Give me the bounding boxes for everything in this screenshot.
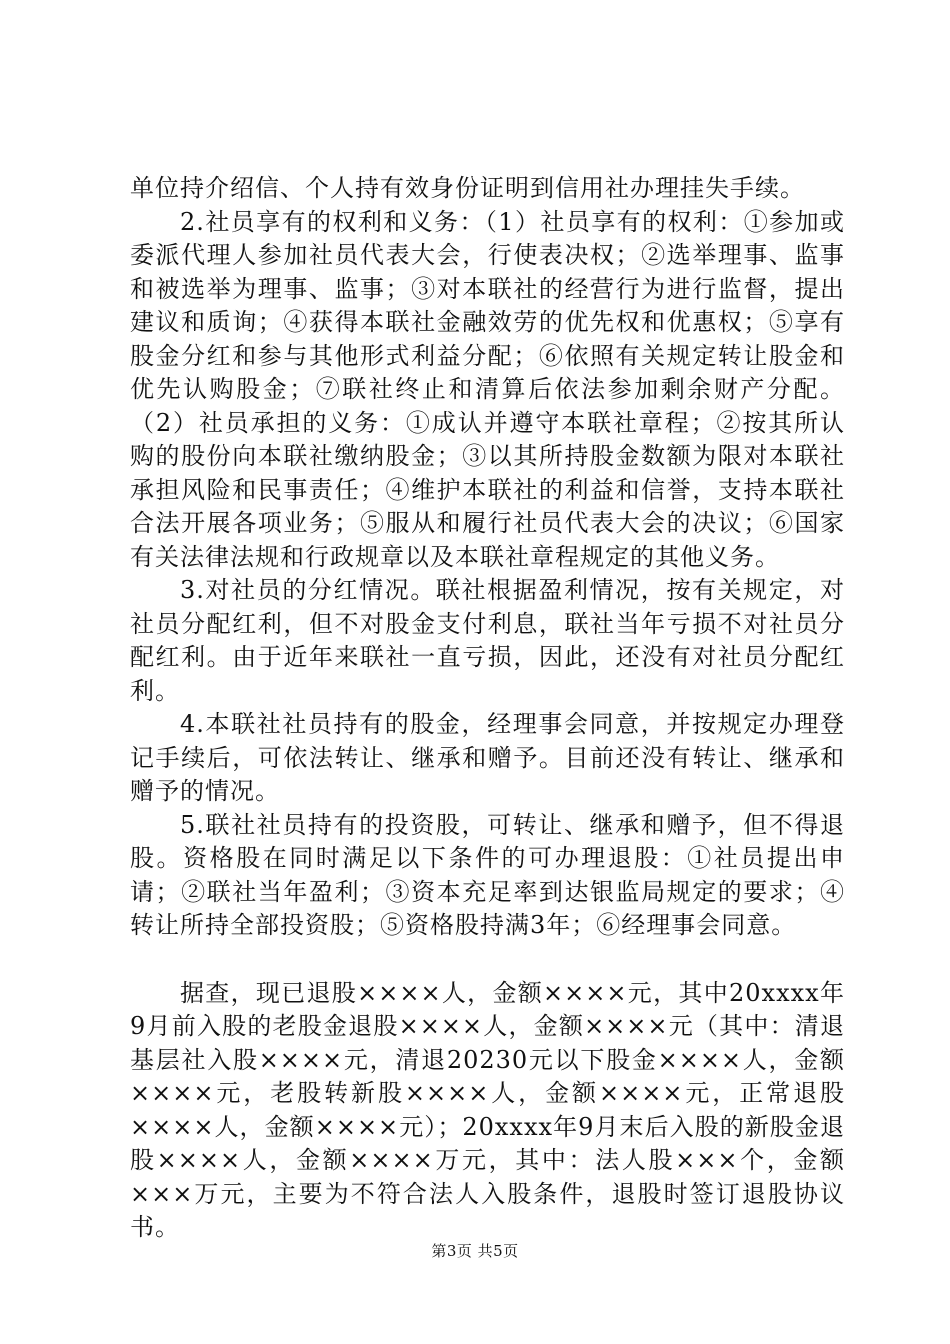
paragraph-dividends: 3.对社员的分红情况。联社根据盈利情况，按有关规定，对社员分配红利，但不对股金支付利息，联社当年亏损不对社员分配红利。由于近年来联社一直亏损，因此，还没有对社员分配红利。 — [130, 576, 845, 705]
paragraph-share-transfer: 4.本联社社员持有的股金，经理事会同意，并按规定办理登记手续后，可依法转让、继承和赠予。目前还没有转让、继承和赠予的情况。 — [130, 710, 845, 805]
paragraph-investigation-findings: 据查，现已退股××××人，金额××××元，其中20xxxx年9月前入股的老股金退股××××人，金额××××元（其中：清退基层社入股××××元，清退20230元以下股金××××人，金额××××元，老股转新股××××人，金额××××元，正常退股××××人，金额××××元）；20xxxx年9月末后入股的新股金退股××××人，金额××××万元，其中：法人股×××个，金额×××万元，主要为不符合法人入股条件，退股时签订退股协议书。 — [130, 978, 845, 1241]
paragraph-member-rights-obligations: 2.社员享有的权利和义务：（1）社员享有的权利：①参加或委派代理人参加社员代表大会，行使表决权；②选举理事、监事和被选举为理事、监事；③对本联社的经营行为进行监督，提出建议和质询；④获得本联社金融效劳的优先权和优惠权；⑤享有股金分红和参与其他形式利益分配；⑥依照有关规定转让股金和优先认购股金；⑦联社终止和清算后依法参加剩余财产分配。（2）社员承担的义务：①成认并遵守本联社章程；②按其所认购的股份向本联社缴纳股金；③以其所持股金数额为限对本联社承担风险和民事责任；④维护本联社的利益和信誉，支持本联社合法开展各项业务；⑤服从和履行社员代表大会的决议；⑥国家有关法律法规和行政规章以及本联社章程规定的其他义务。 — [130, 207, 845, 571]
document-body — [130, 172, 845, 1245]
page-number-footer: 第3页 共5页 — [431, 1242, 519, 1260]
paragraph-share-withdrawal: 5.联社社员持有的投资股，可转让、继承和赠予，但不得退股。资格股在同时满足以下条件的可办理退股：①社员提出申请；②联社当年盈利；③资本充足率到达银监局规定的要求；④转让所持全部投资股；⑤资格股持满3年；⑥经理事会同意。 — [130, 810, 845, 939]
paragraph-spacer — [130, 943, 845, 977]
paragraph-continuation: 单位持介绍信、个人持有效身份证明到信用社办理挂失手续。 — [130, 174, 805, 202]
